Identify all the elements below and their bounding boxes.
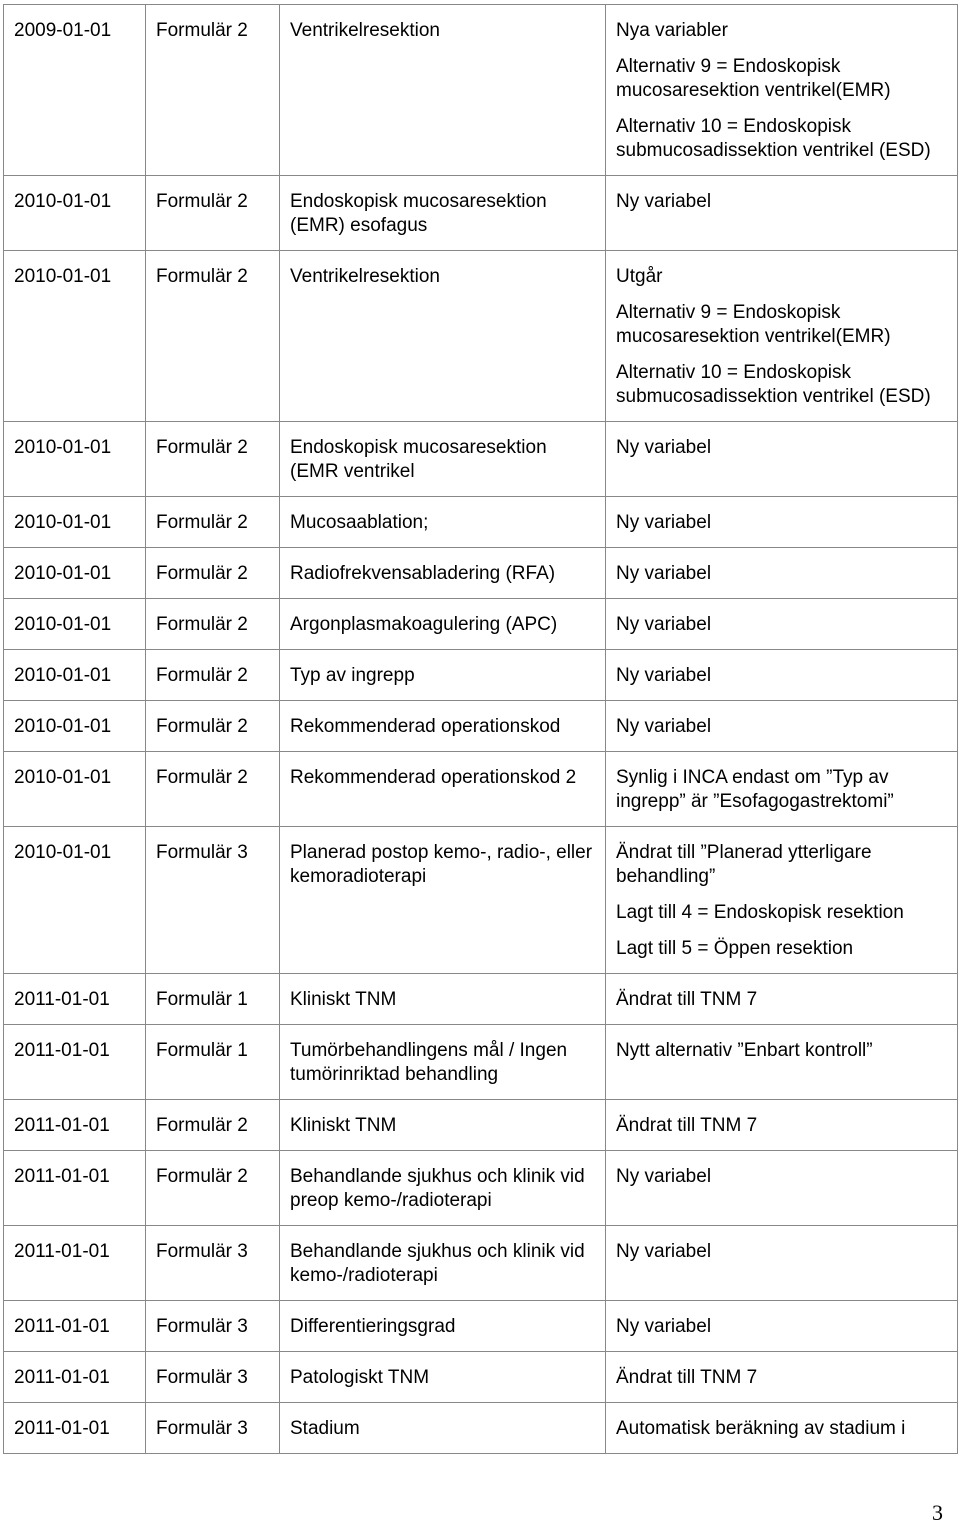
variable-cell: Kliniskt TNM bbox=[280, 974, 606, 1025]
notes-cell bbox=[606, 599, 958, 650]
table-row bbox=[4, 1403, 958, 1454]
note-line: Ny variabel bbox=[616, 665, 712, 686]
date-cell: 2010-01-01 bbox=[4, 251, 146, 422]
variable-cell: Differentieringsgrad bbox=[280, 1301, 606, 1352]
form-cell: Formulär 3 bbox=[146, 1301, 280, 1352]
variable-cell: Tumörbehandlingens mål / Ingen tumörinriktad behandling bbox=[280, 1025, 606, 1100]
variable-cell: Behandlande sjukhus och klinik vid kemo-/radioterapi bbox=[280, 1226, 606, 1301]
date-cell: 2011-01-01 bbox=[4, 1100, 146, 1151]
note-line: Alternativ 10 = Endoskopisk submucosadissektion ventrikel (ESD) bbox=[616, 116, 931, 161]
notes-cell bbox=[606, 650, 958, 701]
table-row bbox=[4, 974, 958, 1025]
form-cell: Formulär 1 bbox=[146, 974, 280, 1025]
form-cell: Formulär 2 bbox=[146, 599, 280, 650]
note-line: Synlig i INCA endast om ”Typ av ingrepp” är ”Esofagogastrektomi” bbox=[616, 767, 894, 812]
notes-cell bbox=[606, 1226, 958, 1301]
variable-cell: Planerad postop kemo-, radio-, eller kemoradioterapi bbox=[280, 827, 606, 974]
note-line: Alternativ 10 = Endoskopisk submucosadissektion ventrikel (ESD) bbox=[616, 362, 931, 407]
date-cell: 2010-01-01 bbox=[4, 650, 146, 701]
table-row bbox=[4, 1352, 958, 1403]
date-cell: 2011-01-01 bbox=[4, 1352, 146, 1403]
table-row bbox=[4, 1301, 958, 1352]
table-row bbox=[4, 827, 958, 974]
table-row bbox=[4, 548, 958, 599]
form-cell: Formulär 1 bbox=[146, 1025, 280, 1100]
note-line: Ändrat till TNM 7 bbox=[616, 989, 758, 1010]
note-line: Ny variabel bbox=[616, 191, 712, 212]
form-cell: Formulär 2 bbox=[146, 1151, 280, 1226]
note-line: Alternativ 9 = Endoskopisk mucosaresektion ventrikel(EMR) bbox=[616, 56, 891, 101]
variable-cell: Argonplasmakoagulering (APC) bbox=[280, 599, 606, 650]
notes-cell bbox=[606, 1403, 958, 1454]
date-cell: 2010-01-01 bbox=[4, 176, 146, 251]
notes-cell bbox=[606, 1301, 958, 1352]
variable-cell: Behandlande sjukhus och klinik vid preop kemo-/radioterapi bbox=[280, 1151, 606, 1226]
date-cell: 2010-01-01 bbox=[4, 548, 146, 599]
variable-cell: Rekommenderad operationskod bbox=[280, 701, 606, 752]
form-cell: Formulär 2 bbox=[146, 650, 280, 701]
table-row bbox=[4, 1151, 958, 1226]
form-cell: Formulär 2 bbox=[146, 701, 280, 752]
table-row bbox=[4, 752, 958, 827]
notes-cell bbox=[606, 251, 958, 422]
change-log-body bbox=[4, 5, 958, 1454]
notes-cell bbox=[606, 176, 958, 251]
note-line: Ny variabel bbox=[616, 1166, 712, 1187]
notes-cell bbox=[606, 497, 958, 548]
date-cell: 2009-01-01 bbox=[4, 5, 146, 176]
date-cell: 2011-01-01 bbox=[4, 1403, 146, 1454]
notes-cell bbox=[606, 548, 958, 599]
date-cell: 2010-01-01 bbox=[4, 497, 146, 548]
variable-cell: Kliniskt TNM bbox=[280, 1100, 606, 1151]
table-row bbox=[4, 1025, 958, 1100]
note-line: Nytt alternativ ”Enbart kontroll” bbox=[616, 1040, 873, 1061]
note-line: Ny variabel bbox=[616, 1241, 712, 1262]
form-cell: Formulär 2 bbox=[146, 176, 280, 251]
date-cell: 2010-01-01 bbox=[4, 701, 146, 752]
notes-cell bbox=[606, 701, 958, 752]
note-line: Ändrat till ”Planerad ytterligare behandling” bbox=[616, 842, 872, 887]
variable-cell: Typ av ingrepp bbox=[280, 650, 606, 701]
form-cell: Formulär 2 bbox=[146, 251, 280, 422]
variable-cell: Rekommenderad operationskod 2 bbox=[280, 752, 606, 827]
note-line: Ny variabel bbox=[616, 563, 712, 584]
form-cell: Formulär 2 bbox=[146, 1100, 280, 1151]
variable-cell: Endoskopisk mucosaresektion (EMR) esofagus bbox=[280, 176, 606, 251]
form-cell: Formulär 3 bbox=[146, 1352, 280, 1403]
date-cell: 2011-01-01 bbox=[4, 1151, 146, 1226]
date-cell: 2011-01-01 bbox=[4, 1226, 146, 1301]
page-number: 3 bbox=[932, 1500, 943, 1525]
note-line: Ny variabel bbox=[616, 437, 712, 458]
notes-cell bbox=[606, 1352, 958, 1403]
table-row bbox=[4, 650, 958, 701]
table-row bbox=[4, 422, 958, 497]
date-cell: 2010-01-01 bbox=[4, 752, 146, 827]
form-cell: Formulär 2 bbox=[146, 752, 280, 827]
table-row bbox=[4, 1100, 958, 1151]
date-cell: 2010-01-01 bbox=[4, 599, 146, 650]
notes-cell bbox=[606, 5, 958, 176]
notes-cell bbox=[606, 1025, 958, 1100]
table-row bbox=[4, 599, 958, 650]
note-line: Alternativ 9 = Endoskopisk mucosaresektion ventrikel(EMR) bbox=[616, 302, 891, 347]
date-cell: 2011-01-01 bbox=[4, 974, 146, 1025]
date-cell: 2011-01-01 bbox=[4, 1301, 146, 1352]
notes-cell bbox=[606, 752, 958, 827]
table-row bbox=[4, 497, 958, 548]
change-log-table bbox=[3, 4, 958, 1454]
note-line: Nya variabler bbox=[616, 20, 728, 41]
variable-cell: Mucosaablation; bbox=[280, 497, 606, 548]
note-line: Ändrat till TNM 7 bbox=[616, 1367, 758, 1388]
form-cell: Formulär 2 bbox=[146, 5, 280, 176]
form-cell: Formulär 2 bbox=[146, 422, 280, 497]
note-line: Ny variabel bbox=[616, 1316, 712, 1337]
notes-cell bbox=[606, 1100, 958, 1151]
note-line: Ändrat till TNM 7 bbox=[616, 1115, 758, 1136]
note-line: Ny variabel bbox=[616, 716, 712, 737]
note-line: Lagt till 5 = Öppen resektion bbox=[616, 938, 854, 959]
date-cell: 2010-01-01 bbox=[4, 827, 146, 974]
table-row bbox=[4, 176, 958, 251]
notes-cell bbox=[606, 827, 958, 974]
date-cell: 2011-01-01 bbox=[4, 1025, 146, 1100]
notes-cell bbox=[606, 422, 958, 497]
date-cell: 2010-01-01 bbox=[4, 422, 146, 497]
note-line: Ny variabel bbox=[616, 614, 712, 635]
note-line: Automatisk beräkning av stadium i bbox=[616, 1418, 906, 1439]
variable-cell: Endoskopisk mucosaresektion (EMR ventrikel bbox=[280, 422, 606, 497]
variable-cell: Radiofrekvensabladering (RFA) bbox=[280, 548, 606, 599]
form-cell: Formulär 2 bbox=[146, 548, 280, 599]
notes-cell bbox=[606, 974, 958, 1025]
variable-cell: Patologiskt TNM bbox=[280, 1352, 606, 1403]
note-line: Ny variabel bbox=[616, 512, 712, 533]
variable-cell: Ventrikelresektion bbox=[280, 251, 606, 422]
note-line: Lagt till 4 = Endoskopisk resektion bbox=[616, 902, 904, 923]
table-row bbox=[4, 1226, 958, 1301]
variable-cell: Ventrikelresektion bbox=[280, 5, 606, 176]
variable-cell: Stadium bbox=[280, 1403, 606, 1454]
notes-cell bbox=[606, 1151, 958, 1226]
table-row bbox=[4, 5, 958, 176]
form-cell: Formulär 2 bbox=[146, 497, 280, 548]
form-cell: Formulär 3 bbox=[146, 1403, 280, 1454]
form-cell: Formulär 3 bbox=[146, 827, 280, 974]
table-row bbox=[4, 701, 958, 752]
form-cell: Formulär 3 bbox=[146, 1226, 280, 1301]
note-line: Utgår bbox=[616, 266, 663, 287]
table-row bbox=[4, 251, 958, 422]
